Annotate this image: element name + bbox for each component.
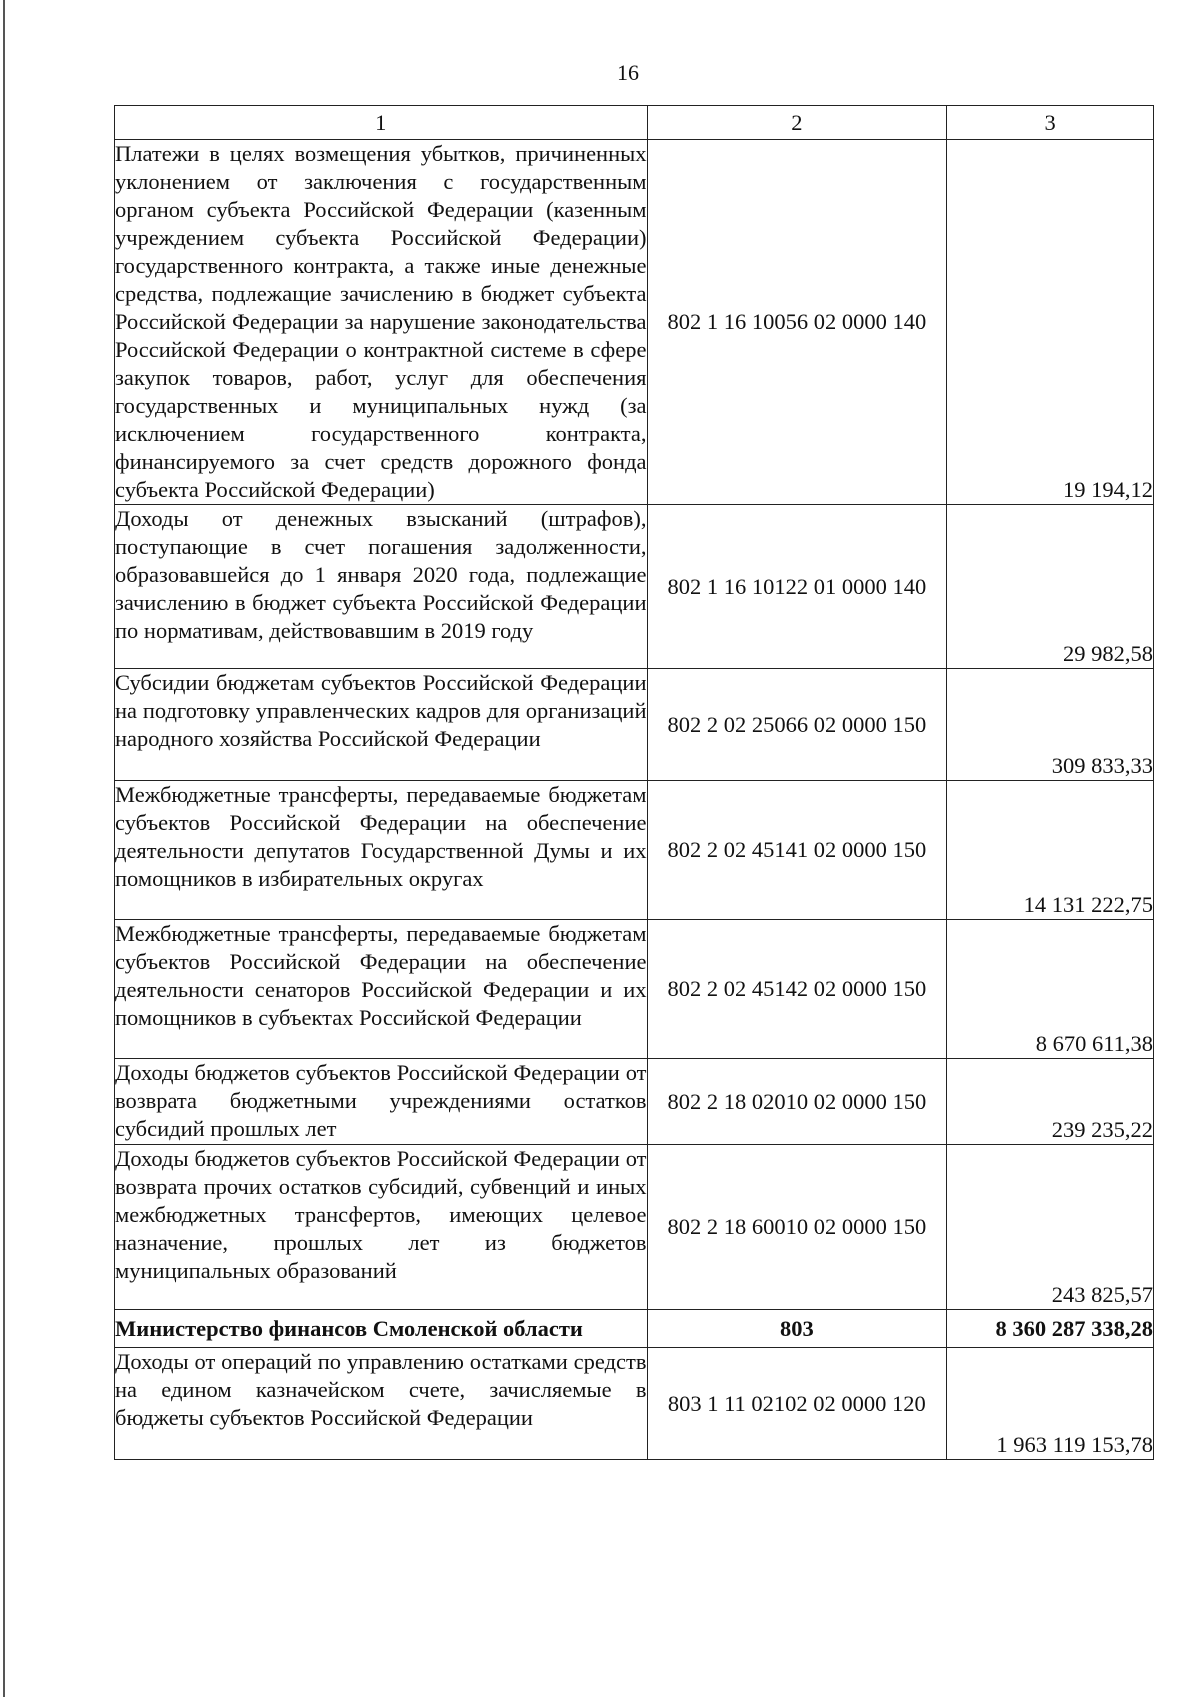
row-amount: 243 825,57 [947,1145,1154,1310]
table-header-row [115,106,1154,140]
table-row [115,140,1154,505]
row-name: Доходы от операций по управлению остатками средств на едином казначейском счете, зачисляемые в бюджеты субъектов Российской Федерации [115,1348,648,1460]
row-name: Доходы от денежных взысканий (штрафов), поступающие в счет погашения задолженности, образовавшейся до 1 января 2020 года, подлежащие зачислению в бюджет субъекта Российской Федерации по нормативам, действовавшим в 2019 году [115,505,648,669]
row-name: Субсидии бюджетам субъектов Российской Федерации на подготовку управленческих кадров для организаций народного хозяйства Российской Федерации [115,669,648,781]
table-row [115,781,1154,920]
column-header-name: 1 [115,106,648,140]
row-code: 802 2 02 45141 02 0000 150 [647,781,947,920]
row-amount: 309 833,33 [947,669,1154,781]
table-row [115,505,1154,669]
row-code: 802 1 16 10122 01 0000 140 [647,505,947,669]
row-amount: 1 963 119 153,78 [947,1348,1154,1460]
row-amount: 8 670 611,38 [947,920,1154,1059]
row-name: Доходы бюджетов субъектов Российской Федерации от возврата прочих остатков субсидий, субвенций и иных межбюджетных трансфертов, имеющих целевое назначение, прошлых лет из бюджетов муниципальных образований [115,1145,648,1310]
page-number: 16 [617,60,639,85]
table-row [115,1348,1154,1460]
row-code: 802 2 02 45142 02 0000 150 [647,920,947,1059]
table-row [115,1059,1154,1145]
table-row-ministry-total [115,1310,1154,1348]
ministry-name: Министерство финансов Смоленской области [115,1310,648,1348]
table-row [115,920,1154,1059]
row-name: Межбюджетные трансферты, передаваемые бюджетам субъектов Российской Федерации на обеспечение деятельности сенаторов Российской Федерации и их помощников в субъектах Российской Федерации [115,920,648,1059]
row-amount: 239 235,22 [947,1059,1154,1145]
revenue-table [114,105,1154,1460]
row-name: Платежи в целях возмещения убытков, причиненных уклонением от заключения с государственным органом субъекта Российской Федерации (казенным учреждением субъекта Российской Федерации) государственного контракта, а также иные денежные средства, подлежащие зачислению в бюджет субъекта Российской Федерации за нарушение законодательства Российской Федерации о контрактной системе в сфере закупок товаров, работ, услуг для обеспечения государственных и муниципальных нужд (за исключением государственного контракта, финансируемого за счет средств дорожного фонда субъекта Российской Федерации) [115,140,648,505]
table-row [115,1145,1154,1310]
row-amount: 14 131 222,75 [947,781,1154,920]
row-code: 803 1 11 02102 02 0000 120 [647,1348,947,1460]
row-code: 802 2 02 25066 02 0000 150 [647,669,947,781]
row-code: 802 2 18 60010 02 0000 150 [647,1145,947,1310]
table-row [115,669,1154,781]
row-name: Доходы бюджетов субъектов Российской Федерации от возврата бюджетными учреждениями остатков субсидий прошлых лет [115,1059,648,1145]
scan-margin-line [3,0,5,1697]
row-amount: 29 982,58 [947,505,1154,669]
column-header-code: 2 [647,106,947,140]
ministry-code: 803 [647,1310,947,1348]
row-name: Межбюджетные трансферты, передаваемые бюджетам субъектов Российской Федерации на обеспечение деятельности депутатов Государственной Думы и их помощников в избирательных округах [115,781,648,920]
row-amount: 19 194,12 [947,140,1154,505]
ministry-total-amount: 8 360 287 338,28 [947,1310,1154,1348]
row-code: 802 2 18 02010 02 0000 150 [647,1059,947,1145]
column-header-amount: 3 [947,106,1154,140]
row-code: 802 1 16 10056 02 0000 140 [647,140,947,505]
